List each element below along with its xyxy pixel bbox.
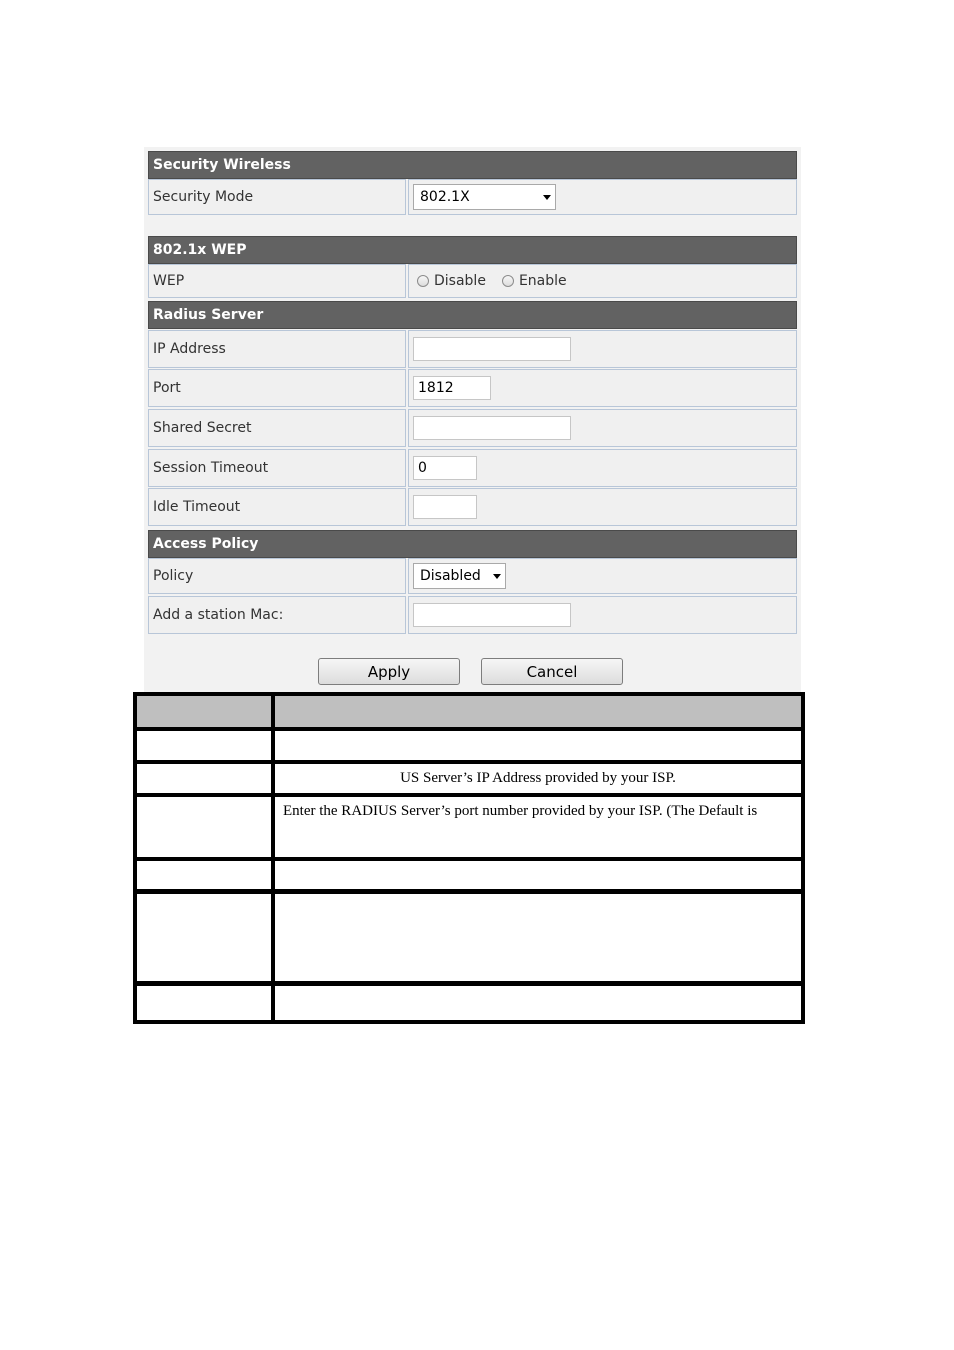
chevron-down-icon: [543, 195, 551, 200]
wep-disable-radio[interactable]: [417, 273, 486, 289]
table-row-description: Enter the RADIUS Server’s port number provided by your ISP. (The Default is: [275, 797, 801, 857]
table-row-description: [275, 731, 801, 760]
wep-enable-radio[interactable]: [502, 273, 567, 289]
ip-address-input[interactable]: [413, 337, 571, 361]
port-cell: [408, 369, 797, 407]
session-timeout-input[interactable]: [413, 456, 477, 480]
station-mac-input[interactable]: [413, 603, 571, 627]
table-row-label: [137, 861, 271, 889]
policy-select[interactable]: [413, 563, 506, 589]
row-port: [148, 369, 797, 407]
security-settings-panel: [144, 147, 801, 692]
table-header-cell: [275, 696, 801, 727]
station-mac-label: Add a station Mac:: [148, 596, 406, 634]
section-header-security-wireless: Security Wireless: [148, 151, 797, 179]
section-header-radius-server: Radius Server: [148, 301, 797, 329]
policy-cell: [408, 558, 797, 594]
table-header-cell: [137, 696, 271, 727]
shared-secret-cell: [408, 409, 797, 447]
port-label: Port: [148, 369, 406, 407]
idle-timeout-input[interactable]: [413, 495, 477, 519]
row-wep: [148, 264, 797, 298]
table-row-description: [275, 861, 801, 889]
row-session-timeout: [148, 449, 797, 487]
idle-timeout-label: Idle Timeout: [148, 488, 406, 526]
table-row-label: [137, 797, 271, 857]
table-row-label: [137, 986, 271, 1020]
ip-address-label: IP Address: [148, 330, 406, 368]
security-mode-selected-value: 802.1X: [420, 189, 470, 205]
policy-selected-value: Disabled: [420, 568, 481, 584]
idle-timeout-cell: [408, 488, 797, 526]
section-header-8021x-wep: 802.1x WEP: [148, 236, 797, 264]
wep-cell: [408, 264, 797, 298]
station-mac-cell: [408, 596, 797, 634]
security-mode-select[interactable]: [413, 184, 556, 210]
ip-address-cell: [408, 330, 797, 368]
chevron-down-icon: [493, 574, 501, 579]
radio-button-icon: [417, 275, 429, 287]
security-mode-cell: [408, 179, 797, 215]
section-header-access-policy: Access Policy: [148, 530, 797, 558]
row-idle-timeout: [148, 488, 797, 526]
table-row-description: [275, 986, 801, 1020]
session-timeout-label: Session Timeout: [148, 449, 406, 487]
port-input[interactable]: [413, 376, 491, 400]
row-shared-secret: [148, 409, 797, 447]
apply-button[interactable]: Apply: [318, 658, 460, 685]
policy-label: Policy: [148, 558, 406, 594]
table-row-description: US Server’s IP Address provided by your ISP.: [275, 764, 801, 793]
row-ip-address: [148, 330, 797, 368]
cancel-button[interactable]: Cancel: [481, 658, 623, 685]
table-row-label: [137, 731, 271, 760]
row-policy: [148, 558, 797, 594]
security-mode-label: Security Mode: [148, 179, 406, 215]
wep-enable-label: Enable: [518, 273, 567, 289]
session-timeout-cell: [408, 449, 797, 487]
table-row-description: [275, 894, 801, 981]
wep-label: WEP: [148, 264, 406, 298]
row-station-mac: [148, 596, 797, 634]
table-row-label: [137, 894, 271, 981]
shared-secret-input[interactable]: [413, 416, 571, 440]
table-row-label: [137, 764, 271, 793]
radio-button-icon: [502, 275, 514, 287]
shared-secret-label: Shared Secret: [148, 409, 406, 447]
row-security-mode: [148, 179, 797, 215]
description-table: [133, 692, 805, 1024]
wep-disable-label: Disable: [434, 273, 486, 289]
